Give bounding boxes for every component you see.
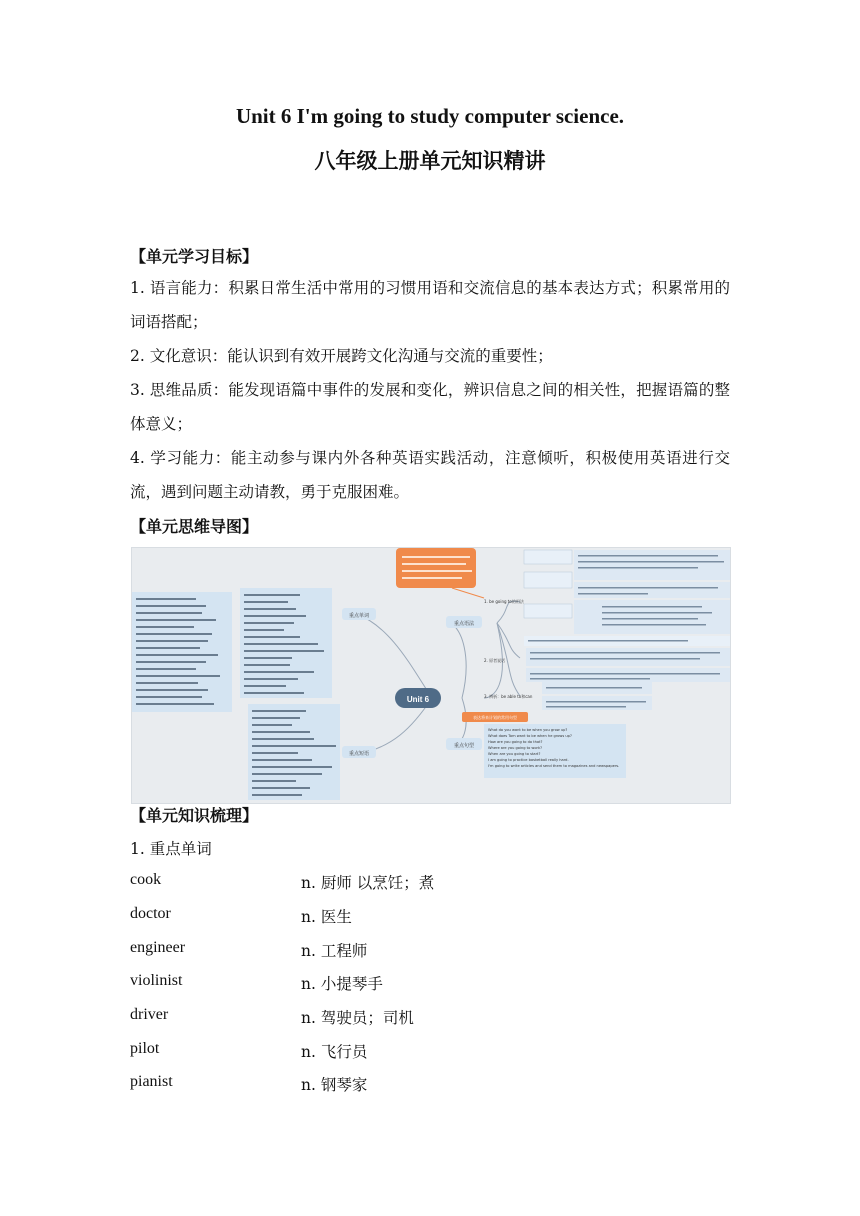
grammar-node: 1. be going to的用法 — [484, 599, 524, 604]
page-title-chinese: 八年级上册单元知识精讲 — [314, 148, 546, 173]
knowledge-heading: 【单元知识梳理】 — [130, 806, 259, 825]
word-english: engineer — [130, 939, 186, 956]
objective-item: 4. 学习能力：能主动参与课内外各种英语实践活动，注意倾听，积极使用英语进行交流，遇到问题主动请教，勇于克服困难。 — [130, 449, 730, 501]
sentence-tag-label: 表达将来计划的常用句型 — [473, 715, 517, 720]
word-meaning: n. 驾驶员；司机 — [301, 1009, 414, 1027]
page-title-english: Unit 6 I'm going to study computer science. — [235, 104, 625, 128]
sentence: What do you want to be when you grow up? — [488, 728, 568, 732]
branch-sentences: 重点句型 — [453, 743, 475, 749]
callout-box — [396, 548, 476, 588]
word-english: violinist — [130, 972, 183, 989]
sentence: Where are you going to work? — [488, 746, 543, 750]
word-meaning: n. 钢琴家 — [301, 1076, 368, 1094]
sentence-box — [484, 724, 626, 778]
objective-item: 1. 语言能力：积累日常生活中常用的习惯用语和交流信息的基本表达方式；积累常用的词语搭配； — [130, 279, 730, 331]
objectives-heading: 【单元学习目标】 — [130, 247, 259, 266]
mindmap-heading: 【单元思维导图】 — [130, 517, 259, 536]
word-english: pilot — [130, 1040, 160, 1057]
grammar-node: 3. 辨析：be able to和can — [484, 694, 533, 699]
word-meaning: n. 厨师 以烹饪；煮 — [301, 874, 435, 892]
objective-item: 2. 文化意识：能认识到有效开展跨文化沟通与交流的重要性； — [130, 347, 553, 365]
mind-map-diagram — [132, 548, 730, 803]
objective-item: 3. 思维品质：能发现语篇中事件的发展和变化，辨识信息之间的相关性，把握语篇的整体意义； — [130, 381, 730, 433]
mind-map-image — [131, 547, 731, 804]
word-english: cook — [130, 871, 162, 888]
sentence: When are you going to start? — [488, 752, 541, 756]
sentence: How are you going to do that? — [488, 740, 543, 744]
word-meaning: n. 小提琴手 — [301, 975, 383, 993]
sentence: I'm going to write articles and send them to magazines and newspapers. — [488, 764, 620, 768]
word-english: doctor — [130, 905, 171, 922]
word-meaning: n. 飞行员 — [301, 1043, 368, 1061]
grammar-node: 2. 原者说话 — [484, 658, 506, 663]
word-english: pianist — [130, 1073, 173, 1090]
word-meaning: n. 工程师 — [301, 942, 368, 960]
sentence: I am going to practice basketball really hard. — [488, 758, 569, 762]
branch-words: 重点单词 — [348, 613, 370, 619]
sentence: What does Tom want to be when he grows up? — [488, 734, 572, 738]
word-meaning: n. 医生 — [301, 908, 352, 926]
branch-phrases: 重点短语 — [348, 751, 370, 757]
word-english: driver — [130, 1006, 169, 1023]
branch-grammar: 重点语法 — [453, 621, 475, 627]
words-subheading: 1. 重点单词 — [130, 840, 212, 858]
center-node-label: Unit 6 — [406, 695, 430, 704]
word-box-left — [132, 592, 232, 712]
